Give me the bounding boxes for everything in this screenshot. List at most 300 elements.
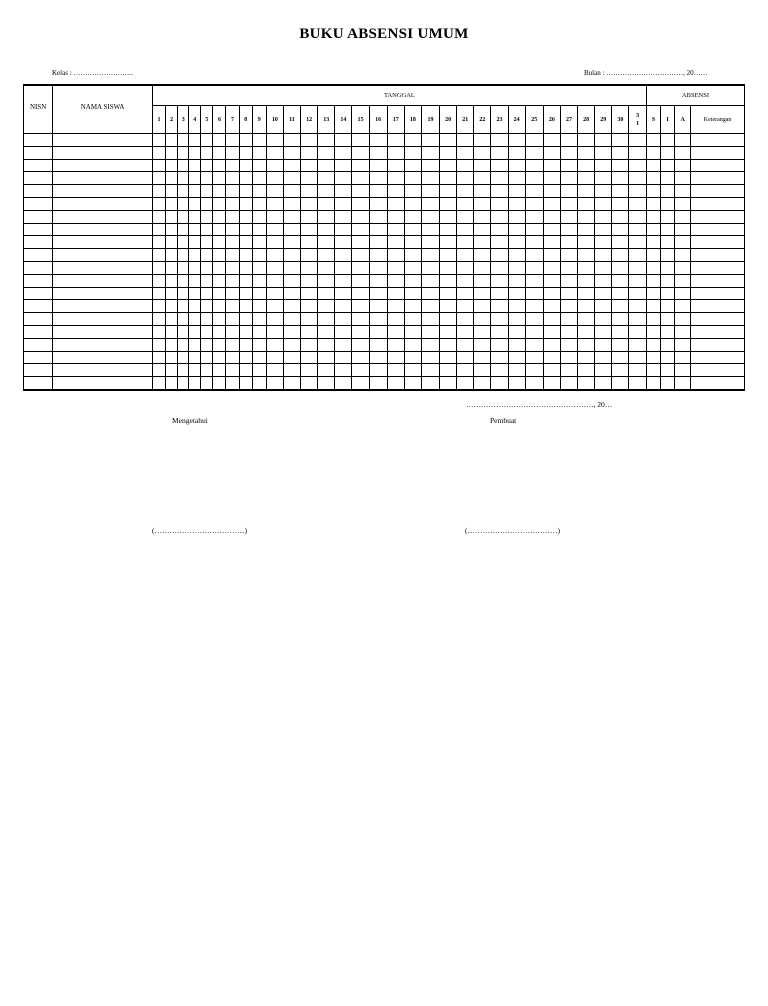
table-cell[interactable] <box>318 338 335 351</box>
table-cell[interactable] <box>226 300 239 313</box>
table-cell[interactable] <box>595 364 612 377</box>
table-cell[interactable] <box>421 249 439 262</box>
table-cell[interactable] <box>178 159 189 172</box>
table-cell[interactable] <box>474 159 491 172</box>
table-cell[interactable] <box>301 338 318 351</box>
table-cell[interactable] <box>239 172 252 185</box>
table-cell[interactable] <box>474 313 491 326</box>
nisn-cell[interactable] <box>24 261 53 274</box>
table-cell[interactable] <box>387 146 404 159</box>
table-cell[interactable] <box>239 287 252 300</box>
table-cell[interactable] <box>283 172 300 185</box>
table-cell[interactable] <box>646 300 660 313</box>
table-cell[interactable] <box>166 274 178 287</box>
table-cell[interactable] <box>595 185 612 198</box>
table-cell[interactable] <box>595 172 612 185</box>
table-cell[interactable] <box>508 146 525 159</box>
table-cell[interactable] <box>404 287 421 300</box>
table-cell[interactable] <box>421 210 439 223</box>
table-cell[interactable] <box>201 223 213 236</box>
table-cell[interactable] <box>266 274 283 287</box>
table-cell[interactable] <box>178 351 189 364</box>
table-cell[interactable] <box>152 172 165 185</box>
table-cell[interactable] <box>178 313 189 326</box>
table-cell[interactable] <box>387 197 404 210</box>
table-cell[interactable] <box>226 197 239 210</box>
table-cell[interactable] <box>369 274 387 287</box>
table-cell[interactable] <box>629 249 647 262</box>
table-cell[interactable] <box>201 287 213 300</box>
table-cell[interactable] <box>474 364 491 377</box>
table-cell[interactable] <box>213 236 226 249</box>
nama-cell[interactable] <box>53 197 153 210</box>
table-cell[interactable] <box>646 197 660 210</box>
table-cell[interactable] <box>152 364 165 377</box>
table-cell[interactable] <box>266 313 283 326</box>
table-cell[interactable] <box>612 197 629 210</box>
table-cell[interactable] <box>525 236 543 249</box>
table-cell[interactable] <box>629 134 647 147</box>
table-cell[interactable] <box>201 249 213 262</box>
table-cell[interactable] <box>457 300 474 313</box>
nama-cell[interactable] <box>53 146 153 159</box>
table-cell[interactable] <box>189 261 201 274</box>
table-cell[interactable] <box>239 236 252 249</box>
nisn-cell[interactable] <box>24 236 53 249</box>
table-cell[interactable] <box>474 146 491 159</box>
table-cell[interactable] <box>369 364 387 377</box>
table-cell[interactable] <box>283 325 300 338</box>
table-cell[interactable] <box>612 338 629 351</box>
table-cell[interactable] <box>560 134 577 147</box>
table-cell[interactable] <box>252 325 266 338</box>
table-cell[interactable] <box>404 159 421 172</box>
table-cell[interactable] <box>560 197 577 210</box>
table-cell[interactable] <box>457 223 474 236</box>
table-cell[interactable] <box>525 210 543 223</box>
table-cell[interactable] <box>213 364 226 377</box>
table-cell[interactable] <box>525 313 543 326</box>
table-cell[interactable] <box>440 134 457 147</box>
table-cell[interactable] <box>421 274 439 287</box>
table-cell[interactable] <box>578 325 595 338</box>
table-cell[interactable] <box>166 338 178 351</box>
table-cell[interactable] <box>387 300 404 313</box>
nama-cell[interactable] <box>53 364 153 377</box>
table-cell[interactable] <box>595 287 612 300</box>
table-cell[interactable] <box>178 300 189 313</box>
table-cell[interactable] <box>404 223 421 236</box>
table-cell[interactable] <box>201 261 213 274</box>
nama-cell[interactable] <box>53 159 153 172</box>
table-cell[interactable] <box>283 223 300 236</box>
table-cell[interactable] <box>318 236 335 249</box>
table-cell[interactable] <box>178 377 189 390</box>
table-cell[interactable] <box>201 325 213 338</box>
table-cell[interactable] <box>335 377 352 390</box>
table-cell[interactable] <box>421 185 439 198</box>
table-cell[interactable] <box>440 377 457 390</box>
table-cell[interactable] <box>560 172 577 185</box>
table-cell[interactable] <box>352 364 369 377</box>
table-cell[interactable] <box>661 300 675 313</box>
table-cell[interactable] <box>352 197 369 210</box>
table-cell[interactable] <box>266 185 283 198</box>
table-cell[interactable] <box>491 364 508 377</box>
table-cell[interactable] <box>201 146 213 159</box>
table-cell[interactable] <box>560 351 577 364</box>
table-cell[interactable] <box>421 223 439 236</box>
table-cell[interactable] <box>578 274 595 287</box>
table-cell[interactable] <box>560 313 577 326</box>
table-cell[interactable] <box>266 249 283 262</box>
table-cell[interactable] <box>543 287 560 300</box>
table-cell[interactable] <box>661 274 675 287</box>
table-cell[interactable] <box>560 261 577 274</box>
table-cell[interactable] <box>646 146 660 159</box>
table-cell[interactable] <box>387 325 404 338</box>
table-cell[interactable] <box>352 351 369 364</box>
table-cell[interactable] <box>266 146 283 159</box>
table-cell[interactable] <box>661 313 675 326</box>
table-cell[interactable] <box>629 210 647 223</box>
table-cell[interactable] <box>213 325 226 338</box>
table-cell[interactable] <box>508 287 525 300</box>
table-cell[interactable] <box>612 287 629 300</box>
table-cell[interactable] <box>675 261 691 274</box>
table-cell[interactable] <box>440 325 457 338</box>
table-cell[interactable] <box>474 261 491 274</box>
table-cell[interactable] <box>543 172 560 185</box>
table-cell[interactable] <box>508 274 525 287</box>
table-cell[interactable] <box>612 134 629 147</box>
nisn-cell[interactable] <box>24 287 53 300</box>
table-cell[interactable] <box>369 236 387 249</box>
table-cell[interactable] <box>421 377 439 390</box>
table-cell[interactable] <box>152 261 165 274</box>
table-cell[interactable] <box>508 325 525 338</box>
nisn-cell[interactable] <box>24 249 53 262</box>
table-cell[interactable] <box>226 274 239 287</box>
table-cell[interactable] <box>239 325 252 338</box>
table-cell[interactable] <box>335 185 352 198</box>
table-cell[interactable] <box>578 287 595 300</box>
table-cell[interactable] <box>404 351 421 364</box>
table-cell[interactable] <box>352 261 369 274</box>
table-cell[interactable] <box>301 313 318 326</box>
table-cell[interactable] <box>252 351 266 364</box>
table-cell[interactable] <box>213 134 226 147</box>
table-cell[interactable] <box>595 159 612 172</box>
table-cell[interactable] <box>178 197 189 210</box>
table-cell[interactable] <box>352 223 369 236</box>
table-cell[interactable] <box>335 210 352 223</box>
table-cell[interactable] <box>646 249 660 262</box>
nisn-cell[interactable] <box>24 338 53 351</box>
table-cell[interactable] <box>266 377 283 390</box>
table-cell[interactable] <box>595 377 612 390</box>
table-cell[interactable] <box>578 223 595 236</box>
table-cell[interactable] <box>226 351 239 364</box>
table-cell[interactable] <box>612 223 629 236</box>
table-cell[interactable] <box>525 146 543 159</box>
table-cell[interactable] <box>629 325 647 338</box>
table-cell[interactable] <box>178 134 189 147</box>
table-cell[interactable] <box>152 197 165 210</box>
table-cell[interactable] <box>352 134 369 147</box>
table-cell[interactable] <box>629 313 647 326</box>
table-cell[interactable] <box>226 377 239 390</box>
table-cell[interactable] <box>226 287 239 300</box>
table-cell[interactable] <box>474 377 491 390</box>
table-cell[interactable] <box>560 300 577 313</box>
table-cell[interactable] <box>239 249 252 262</box>
table-cell[interactable] <box>226 210 239 223</box>
table-cell[interactable] <box>213 351 226 364</box>
table-cell[interactable] <box>629 300 647 313</box>
table-cell[interactable] <box>508 377 525 390</box>
table-cell[interactable] <box>201 236 213 249</box>
table-cell[interactable] <box>629 185 647 198</box>
table-cell[interactable] <box>595 338 612 351</box>
table-cell[interactable] <box>266 210 283 223</box>
table-cell[interactable] <box>352 185 369 198</box>
table-cell[interactable] <box>369 351 387 364</box>
table-cell[interactable] <box>239 338 252 351</box>
table-cell[interactable] <box>318 134 335 147</box>
table-cell[interactable] <box>675 351 691 364</box>
table-cell[interactable] <box>335 146 352 159</box>
table-cell[interactable] <box>474 351 491 364</box>
table-cell[interactable] <box>201 300 213 313</box>
table-cell[interactable] <box>213 377 226 390</box>
table-cell[interactable] <box>252 261 266 274</box>
table-cell[interactable] <box>201 313 213 326</box>
table-cell[interactable] <box>239 377 252 390</box>
table-cell[interactable] <box>525 325 543 338</box>
table-cell[interactable] <box>457 249 474 262</box>
table-cell[interactable] <box>508 351 525 364</box>
table-cell[interactable] <box>595 197 612 210</box>
table-cell[interactable] <box>178 146 189 159</box>
table-cell[interactable] <box>543 159 560 172</box>
table-cell[interactable] <box>404 364 421 377</box>
table-cell[interactable] <box>189 338 201 351</box>
table-cell[interactable] <box>301 134 318 147</box>
nisn-cell[interactable] <box>24 146 53 159</box>
table-cell[interactable] <box>661 261 675 274</box>
table-cell[interactable] <box>578 377 595 390</box>
table-cell[interactable] <box>560 249 577 262</box>
table-cell[interactable] <box>543 351 560 364</box>
table-cell[interactable] <box>387 351 404 364</box>
nama-cell[interactable] <box>53 287 153 300</box>
table-cell[interactable] <box>457 261 474 274</box>
nama-cell[interactable] <box>53 261 153 274</box>
table-cell[interactable] <box>675 287 691 300</box>
table-cell[interactable] <box>166 261 178 274</box>
nama-cell[interactable] <box>53 223 153 236</box>
table-cell[interactable] <box>335 274 352 287</box>
table-cell[interactable] <box>239 185 252 198</box>
table-cell[interactable] <box>474 287 491 300</box>
table-cell[interactable] <box>646 377 660 390</box>
table-cell[interactable] <box>421 261 439 274</box>
table-cell[interactable] <box>675 159 691 172</box>
table-cell[interactable] <box>252 223 266 236</box>
table-cell[interactable] <box>543 313 560 326</box>
table-cell[interactable] <box>508 364 525 377</box>
table-cell[interactable] <box>318 364 335 377</box>
table-cell[interactable] <box>508 338 525 351</box>
table-cell[interactable] <box>252 364 266 377</box>
table-cell[interactable] <box>474 134 491 147</box>
table-cell[interactable] <box>595 134 612 147</box>
table-cell[interactable] <box>201 210 213 223</box>
nama-cell[interactable] <box>53 249 153 262</box>
table-cell[interactable] <box>252 377 266 390</box>
table-cell[interactable] <box>283 300 300 313</box>
nisn-cell[interactable] <box>24 134 53 147</box>
table-cell[interactable] <box>226 223 239 236</box>
table-cell[interactable] <box>491 210 508 223</box>
nama-cell[interactable] <box>53 172 153 185</box>
table-cell[interactable] <box>578 249 595 262</box>
nisn-cell[interactable] <box>24 172 53 185</box>
table-cell[interactable] <box>404 261 421 274</box>
table-cell[interactable] <box>318 351 335 364</box>
table-cell[interactable] <box>226 146 239 159</box>
nama-cell[interactable] <box>53 338 153 351</box>
table-cell[interactable] <box>560 185 577 198</box>
table-cell[interactable] <box>525 351 543 364</box>
table-cell[interactable] <box>675 325 691 338</box>
table-cell[interactable] <box>457 236 474 249</box>
table-cell[interactable] <box>213 261 226 274</box>
table-cell[interactable] <box>661 172 675 185</box>
table-cell[interactable] <box>266 364 283 377</box>
table-cell[interactable] <box>239 210 252 223</box>
table-cell[interactable] <box>508 197 525 210</box>
table-cell[interactable] <box>266 338 283 351</box>
table-cell[interactable] <box>560 210 577 223</box>
table-cell[interactable] <box>335 249 352 262</box>
nama-cell[interactable] <box>53 274 153 287</box>
table-cell[interactable] <box>178 364 189 377</box>
table-cell[interactable] <box>578 172 595 185</box>
table-cell[interactable] <box>301 377 318 390</box>
table-cell[interactable] <box>595 300 612 313</box>
table-cell[interactable] <box>226 159 239 172</box>
table-cell[interactable] <box>213 338 226 351</box>
nama-cell[interactable] <box>53 300 153 313</box>
table-cell[interactable] <box>543 261 560 274</box>
table-cell[interactable] <box>629 261 647 274</box>
table-cell[interactable] <box>387 338 404 351</box>
table-cell[interactable] <box>421 338 439 351</box>
table-cell[interactable] <box>201 338 213 351</box>
table-cell[interactable] <box>239 364 252 377</box>
nama-cell[interactable] <box>53 236 153 249</box>
table-cell[interactable] <box>213 210 226 223</box>
table-cell[interactable] <box>252 146 266 159</box>
table-cell[interactable] <box>369 287 387 300</box>
table-cell[interactable] <box>560 338 577 351</box>
table-cell[interactable] <box>387 274 404 287</box>
table-cell[interactable] <box>578 134 595 147</box>
table-cell[interactable] <box>201 172 213 185</box>
table-cell[interactable] <box>691 351 745 364</box>
table-cell[interactable] <box>301 274 318 287</box>
nama-cell[interactable] <box>53 134 153 147</box>
table-cell[interactable] <box>387 236 404 249</box>
table-cell[interactable] <box>335 261 352 274</box>
table-cell[interactable] <box>525 338 543 351</box>
table-cell[interactable] <box>301 261 318 274</box>
table-cell[interactable] <box>560 223 577 236</box>
table-cell[interactable] <box>491 300 508 313</box>
table-cell[interactable] <box>525 185 543 198</box>
table-cell[interactable] <box>152 159 165 172</box>
table-cell[interactable] <box>301 300 318 313</box>
table-cell[interactable] <box>612 351 629 364</box>
table-cell[interactable] <box>691 172 745 185</box>
table-cell[interactable] <box>335 351 352 364</box>
table-cell[interactable] <box>301 146 318 159</box>
nama-cell[interactable] <box>53 210 153 223</box>
table-cell[interactable] <box>457 159 474 172</box>
table-cell[interactable] <box>578 300 595 313</box>
table-cell[interactable] <box>352 325 369 338</box>
table-cell[interactable] <box>661 377 675 390</box>
table-cell[interactable] <box>508 134 525 147</box>
table-cell[interactable] <box>675 274 691 287</box>
table-cell[interactable] <box>213 223 226 236</box>
table-cell[interactable] <box>369 185 387 198</box>
table-cell[interactable] <box>543 249 560 262</box>
table-cell[interactable] <box>387 134 404 147</box>
table-cell[interactable] <box>189 210 201 223</box>
table-cell[interactable] <box>166 197 178 210</box>
table-cell[interactable] <box>352 172 369 185</box>
table-cell[interactable] <box>266 197 283 210</box>
table-cell[interactable] <box>629 274 647 287</box>
table-cell[interactable] <box>387 185 404 198</box>
table-cell[interactable] <box>595 274 612 287</box>
table-cell[interactable] <box>691 249 745 262</box>
table-cell[interactable] <box>560 364 577 377</box>
table-cell[interactable] <box>352 274 369 287</box>
table-cell[interactable] <box>421 287 439 300</box>
table-cell[interactable] <box>661 197 675 210</box>
table-cell[interactable] <box>369 325 387 338</box>
table-cell[interactable] <box>421 325 439 338</box>
table-cell[interactable] <box>189 236 201 249</box>
table-cell[interactable] <box>457 287 474 300</box>
table-cell[interactable] <box>252 210 266 223</box>
table-cell[interactable] <box>491 274 508 287</box>
table-cell[interactable] <box>152 236 165 249</box>
table-cell[interactable] <box>543 325 560 338</box>
nisn-cell[interactable] <box>24 185 53 198</box>
table-cell[interactable] <box>646 236 660 249</box>
table-cell[interactable] <box>318 210 335 223</box>
table-cell[interactable] <box>189 351 201 364</box>
table-cell[interactable] <box>560 274 577 287</box>
table-cell[interactable] <box>252 197 266 210</box>
table-cell[interactable] <box>691 274 745 287</box>
table-cell[interactable] <box>440 287 457 300</box>
